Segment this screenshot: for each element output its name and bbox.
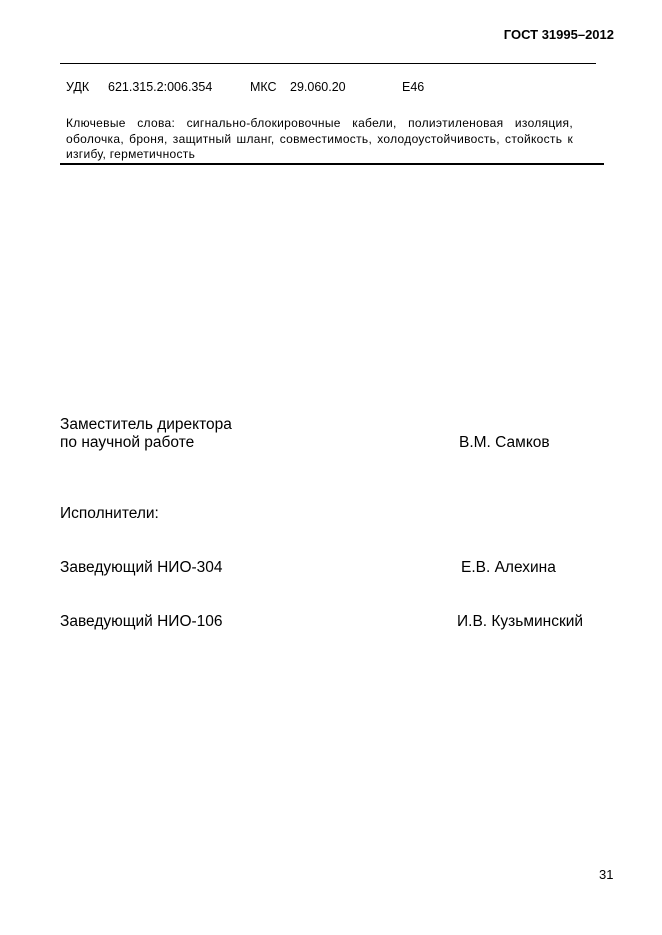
executor-2-title: Заведующий НИО-106 (60, 613, 223, 630)
deputy-title-line2: по научной работе (60, 434, 195, 451)
page-number: 31 (599, 867, 614, 882)
bottom-rule (60, 163, 604, 165)
classification-codes (66, 80, 424, 94)
executors-label: Исполнители: (60, 505, 159, 522)
deputy-title-line1: Заместитель директора (60, 416, 232, 433)
deputy-name: В.М. Самков (459, 434, 550, 451)
executor-1-name: Е.В. Алехина (461, 559, 556, 576)
mks-label: МКС (250, 80, 277, 94)
top-rule (60, 63, 596, 64)
keywords-paragraph: Ключевые слова: сигнально-блокировочные кабели, полиэтиленовая изоляция, оболочка, броня, защитный шланг, совместимость, холодоустойчивость, стойкость к изгибу, герметичность (66, 116, 573, 161)
class-code: Е46 (402, 80, 425, 94)
udk-label: УДК (66, 80, 90, 94)
executor-1-title: Заведующий НИО-304 (60, 559, 223, 576)
executor-2-name: И.В. Кузьминский (457, 613, 584, 630)
mks-value: 29.060.20 (290, 80, 346, 94)
udk-value: 621.315.2:006.354 (108, 80, 213, 94)
standard-number: ГОСТ 31995–2012 (503, 27, 614, 42)
